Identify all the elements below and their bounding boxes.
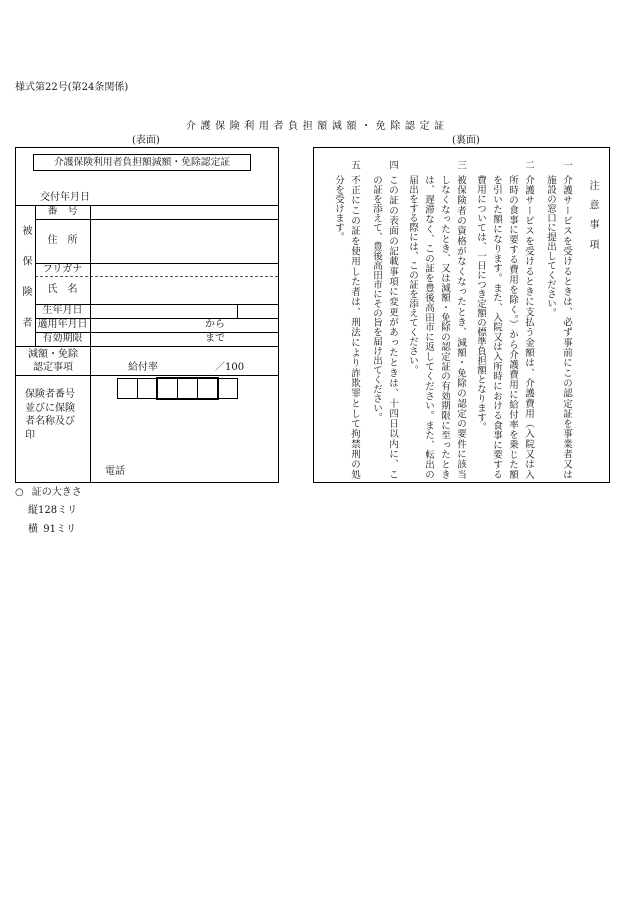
note-number: 五 — [349, 160, 360, 170]
table-column-rule — [237, 304, 238, 318]
note-2-line: 介護サービスを受けるときに支払う金額は、介護費用（入院又は入 — [523, 175, 534, 479]
card-width-value: 91ミリ — [43, 524, 76, 535]
furigana-label: フリガナ — [42, 264, 83, 275]
note-number: 四 — [387, 160, 398, 170]
start-date-suffix: から — [205, 319, 225, 330]
note-3-line: 届出をする際には、この証を添えてください。 — [407, 175, 418, 375]
note-4-line: の証を添えて、豊後高田市にその旨を届け出てください。 — [371, 175, 382, 422]
note-5-line: 分を受けます。 — [333, 175, 344, 242]
birth-date-label: 生年月日 — [42, 305, 83, 316]
note-1-line: 介護サービスを受けるときは、必ず事前にこの認定証を事業者又は — [561, 175, 572, 479]
back-side — [313, 147, 610, 483]
note-4-line: この証の表面の記載事項に変更があったときは、十四日以内に、こ — [387, 175, 398, 479]
card-width-label: 横 — [28, 524, 38, 535]
start-date-label: 適用年月日 — [37, 319, 88, 330]
note-3-line: しなくなったとき、又は減額・免除の認定証の有効期限に至ったとき — [439, 175, 450, 479]
back-side-label: (裏面) — [452, 135, 480, 146]
notes-title: 注意事項 — [587, 180, 598, 249]
address-label: 住 所 — [47, 235, 78, 246]
reduction-label — [16, 346, 90, 374]
insurer-label-line: 並びに保険 — [25, 402, 75, 414]
front-side-label: (表面) — [132, 135, 160, 146]
card-width-row — [28, 524, 76, 536]
name-label: 氏 名 — [47, 284, 78, 295]
card-size-heading — [15, 487, 82, 499]
document-title: 介護保険利用者負担額減額・免除認定証 — [185, 121, 449, 132]
note-1-line: 施設の窓口に提出してください。 — [545, 175, 556, 318]
benefit-rate-unit: ／100 — [215, 362, 245, 373]
insurer-number-emphasis — [156, 377, 219, 400]
card-height-row — [28, 505, 76, 517]
insurer-label-line: 者名称及び — [25, 416, 75, 428]
table-rule — [16, 375, 278, 376]
note-5-line: 不正にこの証を使用した者は、刑法により詐欺罪として拘禁刑の処 — [349, 175, 360, 479]
benefit-rate-label: 給付率 — [128, 362, 158, 373]
expiry-date-suffix: まで — [205, 333, 225, 344]
insured-person-label: 被保険者 — [20, 225, 31, 327]
card-height-value: 128ミリ — [38, 505, 78, 516]
bullet-icon: ○ — [15, 487, 24, 498]
insurer-label-line: 印 — [25, 430, 35, 442]
phone-label: 電話 — [105, 466, 125, 477]
note-2-line: を引いた額になります。また、入院又は入所時における食事に要する — [491, 175, 502, 479]
reduction-label-line: 認定事項 — [33, 362, 73, 373]
insurer-number-cell — [117, 378, 138, 399]
reduction-label-line: 減額・免除 — [28, 349, 78, 360]
insurer-number-cell — [137, 378, 158, 399]
card-title-box — [33, 154, 251, 171]
card-size-label: 証の大きさ — [31, 487, 82, 498]
note-number: 二 — [523, 160, 534, 170]
card-title: 介護保険利用者負担額減額・免除認定証 — [53, 157, 231, 168]
note-number: 一 — [561, 160, 572, 170]
front-side — [15, 147, 279, 483]
note-2-line: 所時の食事に要する費用を除く。）から介護費用に給付率を乗じた額 — [507, 175, 518, 479]
form-number: 様式第22号(第24条関係) — [15, 82, 129, 93]
note-3-line: は、遅滞なく、この証を豊後高田市に返してください。また、転出の — [423, 175, 434, 479]
card-height-label: 縦 — [28, 505, 38, 516]
table-column-rule — [90, 205, 91, 482]
note-2-line: 費用については、一日につき定額の標準負担額となります。 — [475, 175, 486, 432]
note-number: 三 — [455, 160, 466, 170]
insurer-label-line: 保険者番号 — [25, 389, 75, 400]
issue-date-label: 交付年月日 — [40, 192, 90, 203]
insurer-label — [25, 388, 75, 443]
insurer-number-cell — [217, 378, 238, 399]
expiry-date-label: 有効期限 — [42, 333, 83, 344]
number-label: 番 号 — [47, 206, 78, 217]
note-3-line: 被保険者の資格がなくなったとき、減額・免除の認定の要件に該当 — [455, 175, 466, 479]
